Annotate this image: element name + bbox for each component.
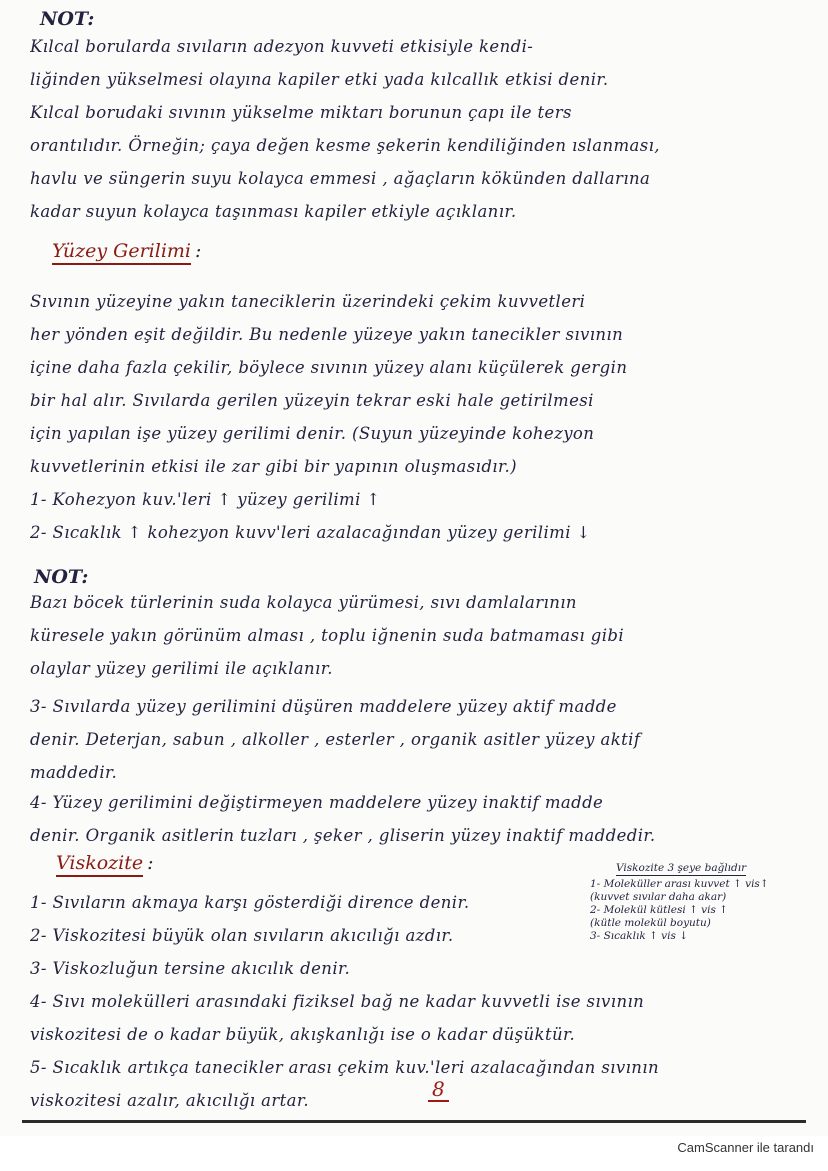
text-line: Kılcal borularda sıvıların adezyon kuvveti etkisiyle kendi- xyxy=(30,37,534,56)
text-line: her yönden eşit değildir. Bu nedenle yüzeye yakın tanecikler sıvının xyxy=(30,325,624,344)
side-note-title: Viskozite 3 şeye bağlıdır xyxy=(616,862,747,874)
text-line: küresele yakın görünüm alması , toplu iğnenin suda batmaması gibi xyxy=(30,626,625,645)
list-item: viskozitesi de o kadar büyük, akışkanlığı ise o kadar düşüktür. xyxy=(30,1025,576,1044)
side-note-item: 2- Molekül kütlesi ↑ vis ↑ xyxy=(590,904,728,916)
text-line: 4- Yüzey gerilimini değiştirmeyen maddelere yüzey inaktif madde xyxy=(30,793,604,812)
side-note-item: 3- Sıcaklık ↑ vis ↓ xyxy=(590,930,688,942)
text-line: denir. Organik asitlerin tuzları , şeker , gliserin yüzey inaktif maddedir. xyxy=(30,826,656,845)
text-line: denir. Deterjan, sabun , alkoller , esterler , organik asitler yüzey aktif xyxy=(30,730,641,749)
text-line: bir hal alır. Sıvılarda gerilen yüzeyin tekrar eski hale getirilmesi xyxy=(30,391,594,410)
text-line: olaylar yüzey gerilimi ile açıklanır. xyxy=(30,659,333,678)
surface-tension-heading-text: Yüzey Gerilimi xyxy=(52,240,191,265)
scanner-footer: CamScanner ile tarandı xyxy=(677,1140,814,1155)
page-bottom-rule xyxy=(22,1120,806,1123)
surface-tension-paragraph xyxy=(30,285,806,549)
text-line: Kılcal borudaki sıvının yükselme miktarı borunun çapı ile ters xyxy=(30,103,572,122)
insects-paragraph xyxy=(30,586,806,685)
surfactant-paragraph xyxy=(30,690,806,789)
side-note-item: (kuvvet sıvılar daha akar) xyxy=(590,891,727,903)
list-item: 1- Sıvıların akmaya karşı gösterdiği dirence denir. xyxy=(30,893,470,912)
capillary-paragraph xyxy=(30,30,806,228)
text-line: maddedir. xyxy=(30,763,118,782)
list-item: 2- Sıcaklık ↑ kohezyon kuvv'leri azalacağından yüzey gerilimi ↓ xyxy=(30,523,591,542)
viscosity-list-short xyxy=(30,886,578,985)
list-item: viskozitesi azalır, akıcılığı artar. xyxy=(30,1091,310,1110)
text-line: için yapılan işe yüzey gerilimi denir. (Suyun yüzeyinde kohezyon xyxy=(30,424,595,443)
text-line: Sıvının yüzeyine yakın taneciklerin üzerindeki çekim kuvvetleri xyxy=(30,292,586,311)
viscosity-list-long xyxy=(30,985,806,1117)
text-line: havlu ve süngerin suyu kolayca emmesi , ağaçların kökünden dallarına xyxy=(30,169,651,188)
text-line: orantılıdır. Örneğin; çaya değen kesme şekerin kendiliğinden ıslanması, xyxy=(30,136,660,155)
side-note-item: (kütle molekül boyutu) xyxy=(590,917,711,929)
text-line: içine daha fazla çekilir, böylece sıvının yüzey alanı küçülerek gergin xyxy=(30,358,628,377)
list-item: 4- Sıvı molekülleri arasındaki fiziksel bağ ne kadar kuvvetli ise sıvının xyxy=(30,992,645,1011)
surface-tension-heading: Yüzey Gerilimi : xyxy=(52,240,201,262)
text-line: liğinden yükselmesi olayına kapiler etki yada kılcallık etkisi denir. xyxy=(30,70,609,89)
page-number: 8 xyxy=(428,1078,449,1102)
side-note-item: 1- Moleküller arası kuvvet ↑ vis↑ xyxy=(590,878,769,890)
list-item: 5- Sıcaklık artıkça tanecikler arası çekim kuv.'leri azalacağından sıvının xyxy=(30,1058,659,1077)
text-line: kadar suyun kolayca taşınması kapiler etkiyle açıklanır. xyxy=(30,202,517,221)
not-label-1: NOT: xyxy=(40,8,95,30)
text-line: 3- Sıvılarda yüzey gerilimini düşüren maddelere yüzey aktif madde xyxy=(30,697,617,716)
list-item: 2- Viskozitesi büyük olan sıvıların akıcılığı azdır. xyxy=(30,926,454,945)
viscosity-heading: Viskozite : xyxy=(56,852,154,874)
text-line: kuvvetlerinin etkisi ile zar gibi bir yapının oluşmasıdır.) xyxy=(30,457,517,476)
inactive-paragraph xyxy=(30,786,806,852)
viscosity-heading-text: Viskozite xyxy=(56,852,143,877)
list-item: 1- Kohezyon kuv.'leri ↑ yüzey gerilimi ↑ xyxy=(30,490,381,509)
text-line: Bazı böcek türlerinin suda kolayca yürümesi, sıvı damlalarının xyxy=(30,593,577,612)
list-item: 3- Viskozluğun tersine akıcılık denir. xyxy=(30,959,351,978)
not-label-2: NOT: xyxy=(34,566,89,588)
viscosity-side-note xyxy=(590,862,812,943)
